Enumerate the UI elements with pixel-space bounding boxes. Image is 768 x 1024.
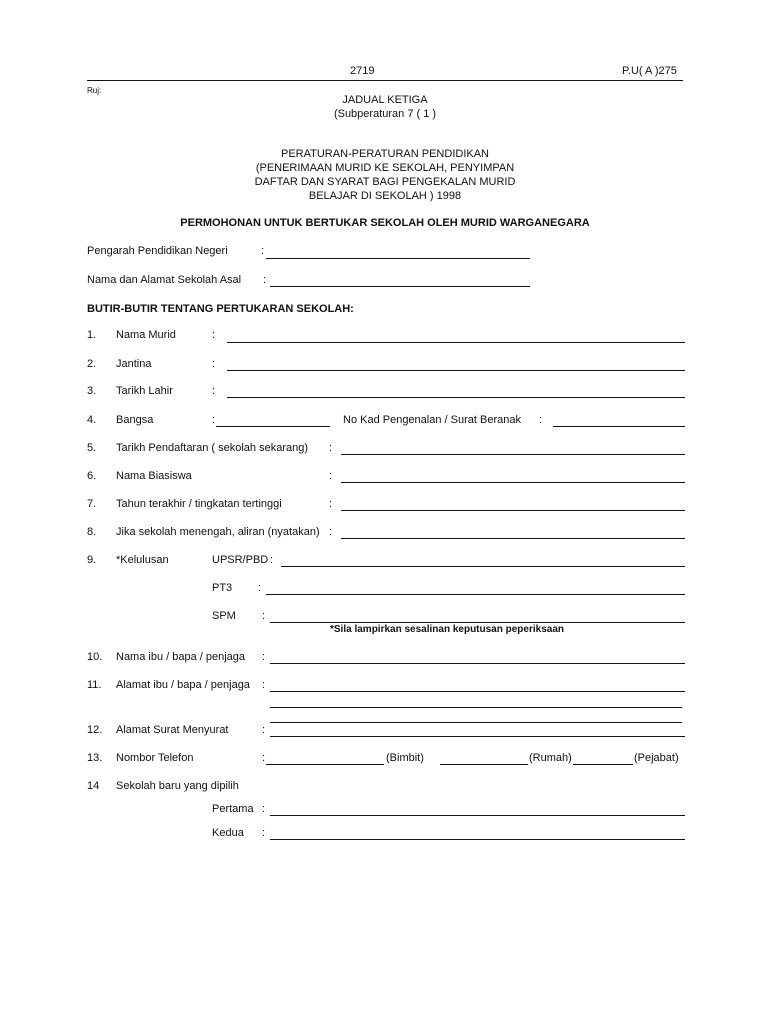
section-heading: BUTIR-BUTIR TENTANG PERTUKARAN SEKOLAH:: [87, 303, 354, 315]
scholarship-label: Nama Biasiswa: [116, 470, 192, 482]
colon: :: [212, 329, 216, 341]
mobile-phone-field[interactable]: [266, 764, 384, 765]
page-number: 2719: [350, 65, 375, 77]
ruj-label: Ruj:: [87, 86, 102, 95]
item-number: 6.: [87, 470, 97, 482]
schedule-subtitle: (Subperaturan 7 ( 1 ): [333, 108, 437, 120]
regulation-line-2: (PENERIMAAN MURID KE SEKOLAH, PENYIMPAN: [255, 162, 515, 174]
mobile-label: (Bimbit): [386, 752, 424, 764]
colon: :: [539, 414, 543, 426]
parent-name-label: Nama ibu / bapa / penjaga: [116, 651, 246, 663]
colon: :: [329, 470, 333, 482]
office-label: (Pejabat): [634, 752, 679, 764]
colon: :: [270, 554, 274, 566]
parent-name-field[interactable]: [270, 663, 685, 664]
race-field[interactable]: [216, 426, 330, 427]
upsr-label: UPSR/PBD: [212, 554, 269, 566]
colon: :: [258, 582, 262, 594]
mailing-address-label: Alamat Surat Menyurat: [116, 724, 229, 736]
colon: :: [261, 245, 265, 257]
scholarship-field[interactable]: [341, 482, 685, 483]
item-number: 13.: [87, 752, 103, 764]
item-number: 10.: [87, 651, 103, 663]
colon: :: [263, 274, 267, 286]
item-number: 4.: [87, 414, 97, 426]
last-year-field[interactable]: [341, 510, 685, 511]
colon: :: [262, 827, 266, 839]
student-name-field[interactable]: [227, 342, 685, 343]
phone-label: Nombor Telefon: [116, 752, 194, 764]
birth-date-label: Tarikh Lahir: [116, 385, 173, 397]
ic-number-field[interactable]: [553, 426, 685, 427]
origin-school-label: Nama dan Alamat Sekolah Asal: [87, 274, 242, 286]
item-number: 3.: [87, 385, 97, 397]
registration-date-label: Tarikh Pendaftaran ( sekolah sekarang): [116, 442, 308, 454]
colon: :: [262, 752, 266, 764]
colon: :: [262, 651, 266, 663]
item-number: 7.: [87, 498, 97, 510]
state-director-label: Pengarah Pendidikan Negeri: [87, 245, 228, 257]
colon: :: [262, 803, 266, 815]
colon: :: [329, 442, 333, 454]
parent-address-field-2[interactable]: [270, 707, 682, 708]
first-choice-field[interactable]: [270, 815, 685, 816]
parent-address-field-3[interactable]: [270, 722, 682, 723]
colon: :: [212, 385, 216, 397]
home-label: (Rumah): [529, 752, 572, 764]
spm-label: SPM: [212, 610, 236, 622]
race-label: Bangsa: [116, 414, 154, 426]
office-phone-field[interactable]: [573, 764, 633, 765]
stream-label: Jika sekolah menengah, aliran (nyatakan): [116, 526, 320, 538]
pt3-label: PT3: [212, 582, 233, 594]
registration-date-field[interactable]: [341, 454, 685, 455]
item-number: 5.: [87, 442, 97, 454]
colon: :: [212, 358, 216, 370]
colon: :: [262, 679, 266, 691]
colon: :: [329, 498, 333, 510]
spm-field[interactable]: [270, 622, 685, 623]
ic-number-label: No Kad Pengenalan / Surat Beranak: [343, 414, 521, 426]
parent-address-label: Alamat ibu / bapa / penjaga: [116, 679, 250, 691]
first-choice-label: Pertama: [212, 803, 254, 815]
stream-field[interactable]: [341, 538, 685, 539]
colon: :: [262, 724, 266, 736]
item-number: 2.: [87, 358, 97, 370]
qualification-label: *Kelulusan: [116, 554, 169, 566]
regulation-line-4: BELAJAR DI SEKOLAH ) 1998: [308, 190, 462, 202]
new-school-label: Sekolah baru yang dipilih: [116, 780, 239, 792]
last-year-label: Tahun terakhir / tingkatan tertinggi: [116, 498, 282, 510]
item-number: 9.: [87, 554, 97, 566]
colon: :: [329, 526, 333, 538]
birth-date-field[interactable]: [227, 397, 685, 398]
gender-field[interactable]: [227, 370, 685, 371]
colon: :: [212, 414, 216, 426]
origin-school-field[interactable]: [270, 286, 530, 287]
upsr-field[interactable]: [281, 566, 685, 567]
gazette-reference: P.U( A )275: [622, 65, 677, 77]
regulation-line-3: DAFTAR DAN SYARAT BAGI PENGEKALAN MURID: [254, 176, 516, 188]
attachment-note: *Sila lampirkan sesalinan keputusan peperiksaan: [330, 624, 564, 635]
state-director-field[interactable]: [266, 258, 530, 259]
parent-address-field-1[interactable]: [270, 691, 685, 692]
gender-label: Jantina: [116, 358, 152, 370]
form-title: PERMOHONAN UNTUK BERTUKAR SEKOLAH OLEH MURID WARGANEGARA: [180, 217, 590, 229]
item-number: 8.: [87, 526, 97, 538]
header-rule: [87, 80, 683, 81]
item-number: 12.: [87, 724, 103, 736]
item-number: 11.: [87, 679, 102, 691]
mailing-address-field[interactable]: [270, 736, 685, 737]
second-choice-label: Kedua: [212, 827, 244, 839]
colon: :: [262, 610, 266, 622]
regulation-line-1: PERATURAN-PERATURAN PENDIDIKAN: [280, 148, 489, 160]
item-number: 14: [87, 780, 100, 792]
home-phone-field[interactable]: [440, 764, 528, 765]
item-number: 1.: [87, 329, 97, 341]
second-choice-field[interactable]: [270, 839, 685, 840]
schedule-title: JADUAL KETIGA: [342, 94, 428, 106]
pt3-field[interactable]: [266, 594, 685, 595]
student-name-label: Nama Murid: [116, 329, 176, 341]
